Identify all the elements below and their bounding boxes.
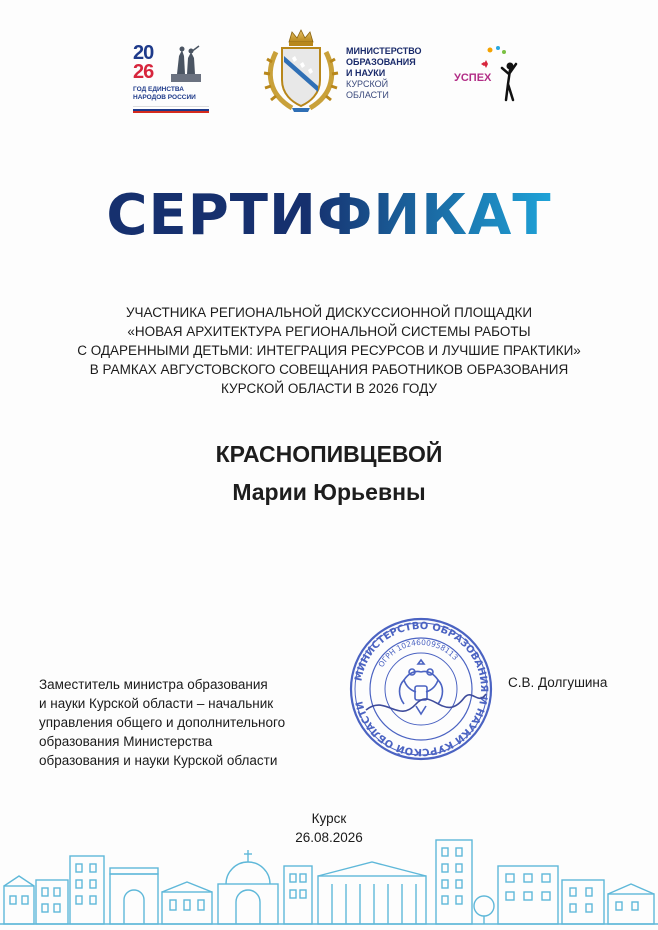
position-line-5: образования и науки Курской области [39, 753, 278, 768]
certificate-title-graphic [94, 182, 564, 246]
ministry-line-3: И НАУКИ [346, 68, 386, 78]
year-logo-caption [133, 86, 209, 102]
recipient-given-names: Марии Юрьевны [232, 479, 426, 505]
ministry-line-2: ОБРАЗОВАНИЯ [346, 57, 416, 67]
year-of-unity-logo [133, 44, 209, 112]
official-seal [346, 614, 496, 764]
seal-outer-text: МИНИСТЕРСТВО ОБРАЗОВАНИЯ И НАУКИ КУРСКОЙ ОБЛАСТИ [353, 620, 490, 758]
position-line-2: и науки Курской области – начальник [39, 696, 274, 711]
subtitle-line-2: «НОВАЯ АРХИТЕКТУРА РЕГИОНАЛЬНОЙ СИСТЕМЫ РАБОТЫ [127, 324, 531, 339]
uspeh-logo-text: УСПЕХ [454, 72, 492, 84]
position-line-4: образования Министерства [39, 734, 213, 749]
position-line-3: управления общего и дополнительного [39, 715, 286, 730]
uspeh-logo [454, 44, 524, 106]
ministry-line-4: КУРСКОЙ [346, 79, 389, 89]
certificate-title-text: СЕРТИФИКАТ [106, 183, 552, 246]
position-line-1: Заместитель министра образования [39, 677, 268, 692]
ministry-line-1: МИНИСТЕРСТВО [346, 46, 422, 56]
year-logo-digits-bottom: 26 [133, 61, 154, 83]
kursk-coat-of-arms-icon [262, 28, 340, 114]
year-logo-caption-line1: ГОД ЕДИНСТВА [133, 86, 184, 93]
year-logo-digits-top: 20 [133, 42, 154, 64]
signer-name: С.В. Долгушина [508, 675, 608, 690]
subtitle-line-4: В РАМКАХ АВГУСТОВСКОГО СОВЕЩАНИЯ РАБОТНИКОВ ОБРАЗОВАНИЯ [89, 362, 569, 377]
subtitle-line-1: УЧАСТНИКА РЕГИОНАЛЬНОЙ ДИСКУССИОННОЙ ПЛОЩАДКИ [125, 305, 533, 320]
issue-date: 26.08.2026 [295, 830, 363, 845]
signatory-position [39, 675, 359, 770]
ministry-line-5: ОБЛАСТИ [346, 90, 389, 100]
year-logo-caption-line2: НАРОДОВ РОССИИ [133, 94, 196, 101]
ministry-name-logo [346, 46, 456, 101]
kursk-skyline-illustration [0, 836, 658, 930]
certificate-subtitle [40, 303, 618, 398]
certificate-title [0, 182, 658, 246]
eagle-icon [400, 660, 443, 714]
monument-icon [165, 44, 207, 84]
subtitle-line-5: КУРСКОЙ ОБЛАСТИ В 2026 ГОДУ [221, 381, 437, 396]
recipient-surname: КРАСНОПИВЦЕВОЙ [215, 441, 443, 467]
seal-ogrn-text: ОГРН 1024600958113 [376, 637, 460, 669]
city-name: Курск [311, 811, 347, 826]
subtitle-line-3: С ОДАРЕННЫМИ ДЕТЬМИ: ИНТЕГРАЦИЯ РЕСУРСОВ И ЛУЧШИЕ ПРАКТИКИ» [77, 343, 581, 358]
russian-flag-stripe [133, 106, 209, 112]
